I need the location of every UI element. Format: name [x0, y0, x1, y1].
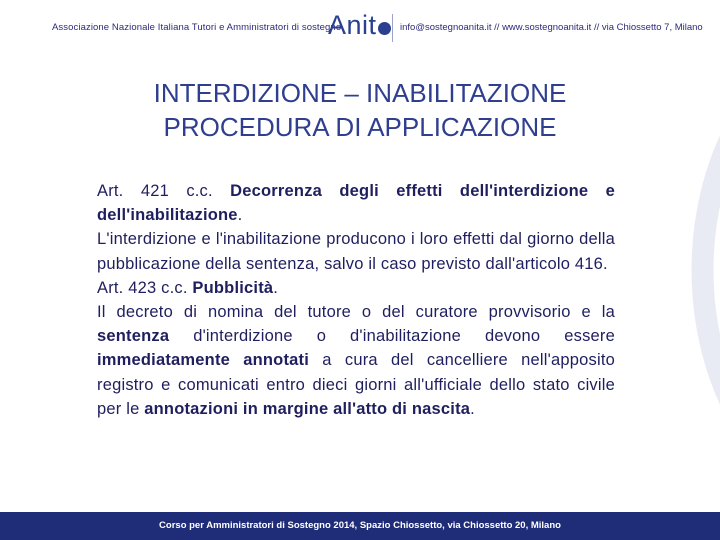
- header: [0, 0, 720, 56]
- text-run: .: [273, 278, 279, 297]
- bold-text-run: Pubblicità: [192, 278, 274, 297]
- text-run: .: [237, 206, 243, 225]
- header-divider: [392, 14, 393, 42]
- text-run: d'interdizione o d'inabilitazione devono essere: [169, 327, 615, 346]
- title-line-1: INTERDIZIONE – INABILITAZIONE: [153, 78, 567, 108]
- text-run: .: [470, 399, 475, 418]
- footer-text: Corso per Amministratori di Sostegno 2014, Spazio Chiossetto, via Chiossetto 20, Milano: [159, 520, 561, 531]
- association-name: Associazione Nazionale Italiana Tutori e Amministratori di sostegno: [52, 22, 342, 33]
- text-run: Il decreto di nomina del tutore o del curatore provvisorio e la: [97, 303, 615, 322]
- title-line-2: PROCEDURA DI APPLICAZIONE: [163, 112, 557, 142]
- slide-title: [60, 76, 660, 144]
- paragraph-art-421: [97, 179, 615, 227]
- text-run: Art. 421 c.c.: [97, 182, 231, 200]
- bold-text-run: immediatamente annotati: [97, 351, 310, 370]
- logo-text: Anit: [328, 10, 377, 40]
- logo-mark-icon: [378, 22, 391, 35]
- slide-body: [97, 179, 615, 421]
- contact-info: info@sostegnoanita.it // www.sostegnoanita.it // via Chiossetto 7, Milano: [400, 22, 703, 33]
- paragraph-effects: [97, 227, 615, 275]
- bold-text-run: Decorrenza degli effetti dell'interdizione e dell'inabilitazione: [97, 182, 615, 225]
- paragraph-publicity: [97, 300, 615, 421]
- bold-text-run: sentenza: [97, 327, 170, 346]
- footer-bar: [0, 512, 720, 540]
- bold-text-run: annotazioni in margine all'atto di nascita: [144, 399, 471, 418]
- text-run: Art. 423 c.c.: [97, 278, 193, 297]
- text-run: L'interdizione e l'inabilitazione producono i loro effetti dal giorno della pubblicazione della sentenza, salvo il caso previsto dall'articolo 416.: [97, 230, 615, 273]
- decorative-curve-icon: [670, 120, 720, 420]
- anita-logo: [328, 10, 391, 41]
- paragraph-art-423: [97, 276, 615, 300]
- text-run: a cura del cancelliere nell'apposito registro e comunicati entro dieci giorni all'ufficiale dello stato civile per le: [97, 351, 615, 418]
